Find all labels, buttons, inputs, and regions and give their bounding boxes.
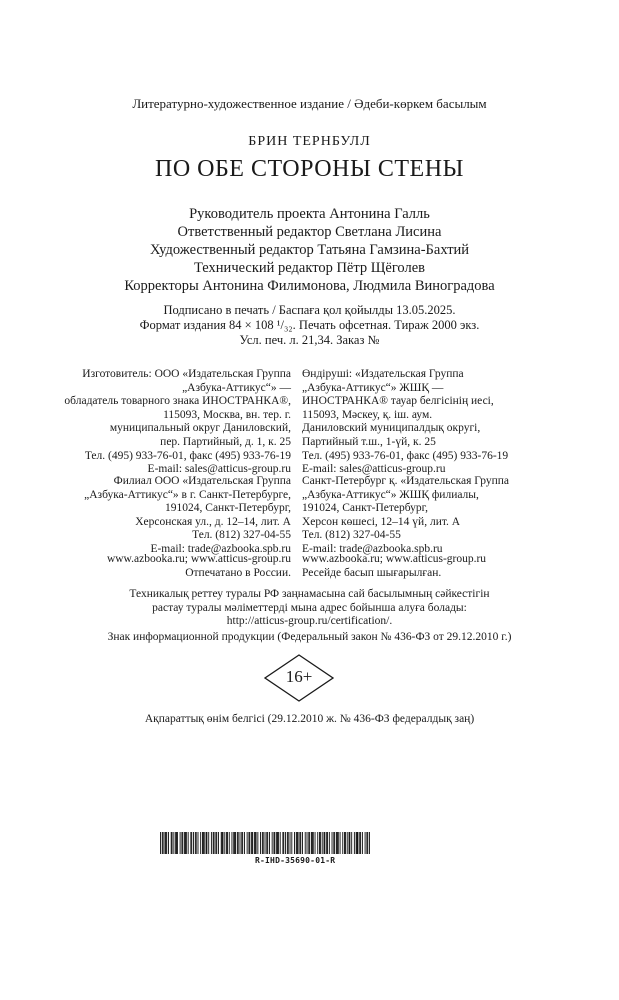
pubinfo-order: Усл. печ. л. 21,34. Заказ № <box>239 333 380 347</box>
barcode-bar <box>336 832 337 854</box>
barcode-bar <box>171 832 172 854</box>
barcode-number: R-IHD-35690-01-R <box>255 856 336 865</box>
barcode-bar <box>257 832 258 854</box>
barcode-bar <box>163 832 164 854</box>
barcode-bar <box>357 832 358 854</box>
manufacturer-ru-line: „Азбука-Аттикус“» — <box>182 381 291 394</box>
barcode-bar <box>214 832 215 854</box>
pubinfo-signed: Подписано в печать / Баспаға қол қойылды 13.05.2025. <box>163 303 456 317</box>
barcode-bar <box>231 832 232 854</box>
barcode-bar <box>347 832 348 854</box>
barcode-bar <box>300 832 301 854</box>
barcode-bar <box>359 832 360 854</box>
barcode-bar <box>206 832 207 854</box>
info-sign-caption-kz: Ақпараттық өнім белгісі (29.12.2010 ж. № 436-ФЗ федералдық заң) <box>144 713 475 725</box>
barcode-bar <box>190 832 191 854</box>
barcode-bar <box>227 832 228 854</box>
barcode-bar <box>229 832 230 854</box>
tech-regulation-line: Техникалық реттеу туралы РФ заңнамасына сай басылымның сәйкестігін <box>129 588 490 600</box>
barcode-bar <box>177 832 178 854</box>
barcode-bar <box>282 832 283 854</box>
barcode-bar <box>280 832 281 854</box>
publication-info <box>0 303 619 348</box>
web-ru <box>0 553 291 580</box>
barcode-bar <box>312 832 313 854</box>
barcode-bar <box>249 832 250 854</box>
barcode-bar <box>176 832 177 854</box>
barcode-bar <box>260 832 261 854</box>
manufacturer-kz-line: Даниловский муниципалдық округі, <box>302 422 481 435</box>
barcode-bar <box>172 832 173 854</box>
barcode-bar <box>182 832 183 854</box>
barcode-bar <box>266 832 267 854</box>
manufacturer-ru-line: муниципальный округ Даниловский, <box>109 422 291 435</box>
barcode-bar <box>242 832 243 854</box>
barcode-bar <box>262 832 263 854</box>
barcode-bar <box>184 832 185 854</box>
barcode-bar <box>215 832 216 854</box>
branch-kz-line: Херсон көшесі, 12–14 үй, лит. А <box>302 515 461 528</box>
barcode-bar <box>166 832 167 854</box>
barcode-bar <box>309 832 310 854</box>
barcode-bar <box>288 832 289 854</box>
manufacturer-ru-line: Изготовитель: ООО «Издательская Группа <box>82 368 291 380</box>
book-title: ПО ОБЕ СТОРОНЫ СТЕНЫ <box>155 156 464 182</box>
barcode-bar <box>180 832 181 854</box>
barcode-bar <box>240 832 241 854</box>
barcode-bar <box>299 832 300 854</box>
barcode-bar <box>362 832 363 854</box>
branch-kz <box>302 475 602 557</box>
barcode-bar <box>322 832 323 854</box>
web-kz <box>302 553 602 580</box>
certification-link: http://atticus-group.ru/certification/. <box>226 615 393 628</box>
barcode-bar <box>298 832 299 854</box>
barcode-bar <box>218 832 219 854</box>
branch-ru-line: Херсонская ул., д. 12–14, лит. А <box>135 515 291 528</box>
age-rating: 16+ <box>285 667 313 686</box>
barcode-bar <box>168 832 169 854</box>
barcode-bar <box>302 832 303 854</box>
web-kz-line: www.azbooka.ru; www.atticus-group.ru <box>302 553 487 565</box>
barcode-bar <box>342 832 343 854</box>
barcode-bar <box>340 832 341 854</box>
barcode-bar <box>367 832 368 854</box>
manufacturer-kz-line: 115093, Мәскеу, қ. іш. аум. <box>302 408 433 421</box>
barcode-bar <box>223 832 224 854</box>
barcode-bar <box>344 832 345 854</box>
barcode-bar <box>291 832 292 854</box>
credit-tech-editor: Технический редактор Пётр Щёголев <box>194 260 425 276</box>
barcode-bar <box>237 832 238 854</box>
barcode-bar <box>285 832 286 854</box>
barcode-bar <box>188 832 189 854</box>
manufacturer-ru-line: Тел. (495) 933-76-01, факс (495) 933-76-19 <box>84 449 291 462</box>
barcode-bar <box>193 832 194 854</box>
manufacturer-ru-line: E-mail: sales@atticus-group.ru <box>147 463 291 476</box>
barcode-bar <box>338 832 339 854</box>
barcode-bar <box>221 832 222 854</box>
barcode-bar <box>287 832 288 854</box>
barcode-bar <box>357 832 358 854</box>
barcode-bar <box>365 832 366 854</box>
barcode-bar <box>203 832 204 854</box>
barcode-bar <box>315 832 316 854</box>
barcode-bar <box>256 832 257 854</box>
barcode-bar <box>334 832 335 854</box>
barcode-bar <box>162 832 163 854</box>
barcode-bar <box>369 832 370 854</box>
barcode-bar <box>326 832 327 854</box>
barcode-bar <box>324 832 325 854</box>
barcode-bar <box>273 832 274 854</box>
barcode-bar <box>349 832 350 854</box>
barcode-bar <box>195 832 196 854</box>
barcode-bar <box>196 832 197 854</box>
barcode-bar <box>265 832 266 854</box>
manufacturer-kz-line: Өндіруші: «Издательская Группа <box>302 368 464 380</box>
credits-block <box>0 205 619 295</box>
manufacturer-kz-line: E-mail: sales@atticus-group.ru <box>302 463 446 476</box>
barcode-bar <box>313 832 314 854</box>
barcode-bar <box>320 832 321 854</box>
barcode-bar <box>202 832 203 854</box>
barcode-bar <box>329 832 330 854</box>
manufacturer-ru <box>0 368 291 477</box>
barcode-bar <box>181 832 182 854</box>
branch-kz-line: Санкт-Петербург қ. «Издательская Группа <box>302 475 509 487</box>
barcode-bar <box>238 832 239 854</box>
barcode-bar <box>317 832 318 854</box>
author-name: БРИН ТЕРНБУЛЛ <box>248 134 371 149</box>
barcode-bar <box>248 832 249 854</box>
barcode-bar <box>366 832 367 854</box>
barcode-bar <box>290 832 291 854</box>
barcode-bar <box>276 832 277 854</box>
barcode-bar <box>274 832 275 854</box>
barcode-bar <box>234 832 235 854</box>
barcode-bar <box>204 832 205 854</box>
web-ru-line: www.azbooka.ru; www.atticus-group.ru <box>106 553 291 565</box>
barcode-bar <box>356 832 357 854</box>
edition-type: Литературно-художественное издание / Әдеби-көркем басылым <box>132 96 487 111</box>
manufacturer-ru-line: пер. Партийный, д. 1, к. 25 <box>160 435 291 448</box>
branch-ru-line: 191024, Санкт-Петербург, <box>165 502 291 515</box>
barcode-bar <box>173 832 174 854</box>
branch-ru-line: Тел. (812) 327-04-55 <box>192 529 291 542</box>
branch-ru-line: „Азбука-Аттикус“» в г. Санкт-Петербурге, <box>84 488 291 501</box>
tech-regulation-line: растау туралы мәліметтерді мына адрес бойынша алуға болады: <box>152 601 467 614</box>
barcode-bar <box>186 832 187 854</box>
barcode-bar <box>251 832 252 854</box>
barcode-bar <box>191 832 192 854</box>
branch-kz-line: „Азбука-Аттикус“» ЖШҚ филиалы, <box>302 488 479 501</box>
barcode-bar <box>213 832 214 854</box>
manufacturer-ru-line: обладатель товарного знака ИНОСТРАНКА®, <box>64 395 291 408</box>
barcode-bar <box>332 832 333 854</box>
barcode-bar <box>216 832 217 854</box>
barcode-bar <box>333 832 334 854</box>
branch-ru-line: E-mail: trade@azbooka.spb.ru <box>150 542 291 555</box>
barcode-bar <box>224 832 225 854</box>
barcode-bar <box>283 832 284 854</box>
barcode-bar <box>297 832 298 854</box>
barcode-bar <box>337 832 338 854</box>
branch-ru-line: Филиал ООО «Издательская Группа <box>113 475 291 487</box>
barcode-bar <box>354 832 355 854</box>
barcode-bar <box>211 832 212 854</box>
barcode-bar <box>244 832 245 854</box>
barcode-bar <box>327 832 328 854</box>
manufacturer-ru-line: 115093, Москва, вн. тер. г. <box>163 408 291 421</box>
tech-regulation <box>0 588 619 629</box>
web-ru-line: Отпечатано в России. <box>185 566 291 579</box>
barcode-bar <box>319 832 320 854</box>
barcode-bar <box>233 832 234 854</box>
barcode-bar <box>294 832 295 854</box>
barcode <box>160 832 370 854</box>
barcode-bar <box>272 832 273 854</box>
barcode-bar <box>241 832 242 854</box>
barcode-bar <box>305 832 306 854</box>
manufacturer-kz-line: Тел. (495) 933-76-01, факс (495) 933-76-19 <box>302 449 509 462</box>
barcode-bar <box>252 832 253 854</box>
pubinfo-format: Формат издания 84 × 108 ¹/₃₂. Печать офсетная. Тираж 2000 экз. <box>139 318 480 332</box>
barcode-bar <box>175 832 176 854</box>
branch-kz-line: Тел. (812) 327-04-55 <box>302 529 401 542</box>
barcode-bar <box>255 832 256 854</box>
barcode-bar <box>269 832 270 854</box>
web-kz-line: Ресейде басып шығарылған. <box>302 566 442 579</box>
barcode-bar <box>208 832 209 854</box>
barcode-bar <box>324 832 325 854</box>
barcode-bar <box>296 832 297 854</box>
barcode-bar <box>165 832 166 854</box>
manufacturer-kz-line: ИНОСТРАНКА® тауар белгісінің иесі, <box>302 395 494 408</box>
barcode-bar <box>307 832 308 854</box>
manufacturer-kz-line: Партийный т.ш., 1-үй, к. 25 <box>302 435 436 448</box>
barcode-bar <box>254 832 255 854</box>
barcode-bar <box>345 832 346 854</box>
branch-ru <box>0 475 291 557</box>
barcode-bar <box>351 832 352 854</box>
barcode-bar <box>360 832 361 854</box>
barcode-bar <box>206 832 207 854</box>
barcode-bar <box>308 832 309 854</box>
barcode-bar <box>235 832 236 854</box>
credit-art-editor: Художественный редактор Татьяна Гамзина-Бахтий <box>149 242 470 258</box>
barcode-bar <box>263 832 264 854</box>
barcode-bar <box>226 832 227 854</box>
barcode-bar <box>349 832 350 854</box>
barcode-bar <box>278 832 279 854</box>
barcode-bar <box>277 832 278 854</box>
barcode-bar <box>160 832 161 854</box>
manufacturer-kz <box>302 368 602 477</box>
branch-kz-line: E-mail: trade@azbooka.spb.ru <box>302 542 443 555</box>
barcode-bar <box>267 832 268 854</box>
credit-proofreaders: Корректоры Антонина Филимонова, Людмила Виноградова <box>124 278 495 294</box>
barcode-bar <box>164 832 165 854</box>
barcode-bar <box>222 832 223 854</box>
manufacturer-kz-line: „Азбука-Аттикус“» ЖШҚ — <box>302 381 444 394</box>
info-sign-caption: Знак информационной продукции (Федеральный закон № 436-ФЗ от 29.12.2010 г.) <box>107 631 512 643</box>
credit-editor: Ответственный редактор Светлана Лисина <box>177 224 442 240</box>
barcode-bar <box>200 832 201 854</box>
barcode-bar <box>311 832 312 854</box>
barcode-bar <box>185 832 186 854</box>
credit-project-lead: Руководитель проекта Антонина Галль <box>189 206 430 222</box>
branch-kz-line: 191024, Санкт-Петербург, <box>302 502 428 515</box>
barcode-bar <box>247 832 248 854</box>
barcode-bar <box>198 832 199 854</box>
